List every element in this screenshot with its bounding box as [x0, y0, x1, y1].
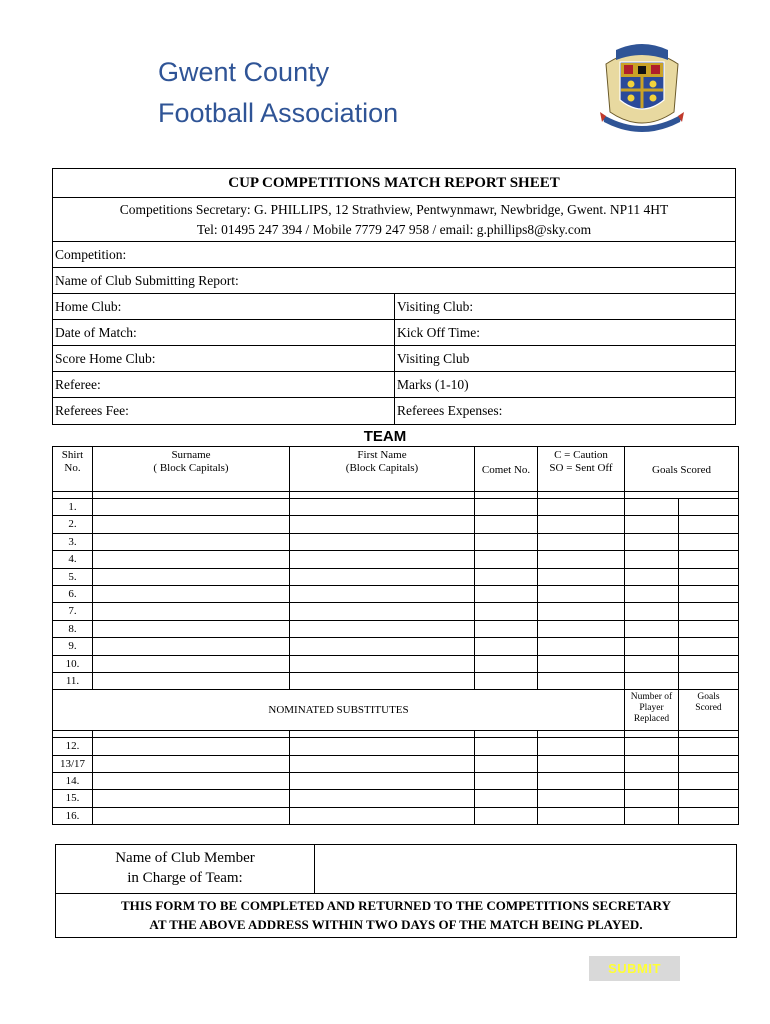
sub-goals-header: Goals Scored	[679, 690, 739, 731]
player-firstname-input[interactable]	[290, 499, 475, 516]
player-row	[53, 533, 739, 550]
player-surname-input[interactable]	[93, 672, 290, 689]
player-comet-input[interactable]	[475, 585, 538, 602]
substitute-row	[53, 790, 739, 807]
player-firstname-input[interactable]	[290, 585, 475, 602]
player-goals-input-b[interactable]	[679, 620, 739, 637]
org-title-line2: Football Association	[158, 98, 399, 128]
date-field[interactable]	[53, 320, 395, 345]
player-surname-input[interactable]	[93, 499, 290, 516]
player-surname-input[interactable]	[93, 568, 290, 585]
player-row	[53, 603, 739, 620]
substitute-comet-input[interactable]	[475, 738, 538, 755]
substitute-caution-input[interactable]	[538, 738, 625, 755]
player-surname-input[interactable]	[93, 551, 290, 568]
player-caution-input[interactable]	[538, 672, 625, 689]
player-number: 5.	[53, 568, 93, 585]
score-visiting-label: Visiting Club	[397, 351, 470, 366]
club-member-label: Name of Club Member in Charge of Team:	[56, 845, 315, 893]
player-number: 1.	[53, 499, 93, 516]
player-goals-input-b[interactable]	[679, 672, 739, 689]
player-caution-input[interactable]	[538, 603, 625, 620]
player-goals-input-a[interactable]	[625, 533, 679, 550]
player-surname-input[interactable]	[93, 585, 290, 602]
score-home-field[interactable]	[53, 346, 395, 371]
visiting-club-field[interactable]	[395, 294, 735, 319]
club-submitting-field[interactable]	[53, 268, 735, 294]
player-comet-input[interactable]	[475, 655, 538, 672]
player-number: 4.	[53, 551, 93, 568]
player-firstname-input[interactable]	[290, 516, 475, 533]
competition-label: Competition:	[55, 247, 127, 262]
player-firstname-input[interactable]	[290, 568, 475, 585]
return-instructions: THIS FORM TO BE COMPLETED AND RETURNED TO THE COMPETITIONS SECRETARY AT THE ABOVE ADDRESS WITHIN TWO DAYS OF THE MATCH BEING PLAYED.	[121, 898, 671, 932]
home-club-label: Home Club:	[55, 299, 122, 314]
substitute-firstname-input[interactable]	[290, 738, 475, 755]
player-number: 11.	[53, 672, 93, 689]
player-number: 9.	[53, 638, 93, 655]
footer-panel	[55, 844, 737, 938]
player-goals-input-a[interactable]	[625, 638, 679, 655]
substitute-goals-input-b[interactable]	[679, 807, 739, 824]
substitute-goals-input-b[interactable]	[679, 738, 739, 755]
player-row	[53, 655, 739, 672]
substitute-goals-input-b[interactable]	[679, 773, 739, 790]
player-goals-input-b[interactable]	[679, 638, 739, 655]
substitute-comet-input[interactable]	[475, 755, 538, 772]
player-goals-input-b[interactable]	[679, 568, 739, 585]
player-row	[53, 551, 739, 568]
player-surname-input[interactable]	[93, 603, 290, 620]
substitute-surname-input[interactable]	[93, 755, 290, 772]
substitute-goals-input-b[interactable]	[679, 790, 739, 807]
kickoff-field[interactable]	[395, 320, 735, 345]
player-caution-input[interactable]	[538, 638, 625, 655]
shirt-header: Shirt No.	[53, 447, 93, 492]
player-goals-input-a[interactable]	[625, 585, 679, 602]
player-comet-input[interactable]	[475, 551, 538, 568]
player-goals-input-a[interactable]	[625, 499, 679, 516]
player-goals-input-b[interactable]	[679, 585, 739, 602]
team-table	[52, 446, 739, 825]
player-row	[53, 620, 739, 637]
secretary-contact	[53, 198, 735, 242]
substitute-comet-input[interactable]	[475, 773, 538, 790]
marks-label: Marks (1-10)	[397, 377, 469, 392]
score-visiting-field[interactable]	[395, 346, 735, 371]
player-row	[53, 585, 739, 602]
substitute-caution-input[interactable]	[538, 790, 625, 807]
visiting-club-label: Visiting Club:	[397, 299, 474, 314]
player-goals-input-b[interactable]	[679, 603, 739, 620]
substitute-number: 12.	[53, 738, 93, 755]
substitute-firstname-input[interactable]	[290, 773, 475, 790]
player-goals-input-a[interactable]	[625, 655, 679, 672]
player-goals-input-b[interactable]	[679, 499, 739, 516]
substitute-goals-input-a[interactable]	[625, 738, 679, 755]
substitute-surname-input[interactable]	[93, 790, 290, 807]
org-title-line1: Gwent County	[158, 57, 330, 87]
surname-header: Surname ( Block Capitals)	[93, 447, 290, 492]
referee-fee-field[interactable]	[53, 398, 395, 424]
player-comet-input[interactable]	[475, 568, 538, 585]
player-goals-input-a[interactable]	[625, 603, 679, 620]
player-caution-input[interactable]	[538, 655, 625, 672]
substitutes-header-row	[53, 690, 739, 731]
player-firstname-input[interactable]	[290, 655, 475, 672]
player-firstname-input[interactable]	[290, 603, 475, 620]
player-comet-input[interactable]	[475, 638, 538, 655]
goals-header: Goals Scored	[625, 447, 739, 492]
player-comet-input[interactable]	[475, 672, 538, 689]
team-title: TEAM	[363, 428, 407, 445]
crest-logo-icon	[596, 42, 688, 138]
player-goals-input-b[interactable]	[679, 551, 739, 568]
organisation-title	[158, 52, 398, 134]
player-row	[53, 638, 739, 655]
home-club-field[interactable]	[53, 294, 395, 319]
substitute-row	[53, 755, 739, 772]
player-goals-input-a[interactable]	[625, 568, 679, 585]
player-surname-input[interactable]	[93, 620, 290, 637]
player-firstname-input[interactable]	[290, 672, 475, 689]
substitute-row	[53, 773, 739, 790]
player-number: 3.	[53, 533, 93, 550]
referee-expenses-field[interactable]	[395, 398, 735, 424]
substitute-goals-input-a[interactable]	[625, 790, 679, 807]
player-firstname-input[interactable]	[290, 551, 475, 568]
player-goals-input-a[interactable]	[625, 516, 679, 533]
substitute-number: 14.	[53, 773, 93, 790]
player-caution-input[interactable]	[538, 585, 625, 602]
player-comet-input[interactable]	[475, 516, 538, 533]
secretary-address: Competitions Secretary: G. PHILLIPS, 12 Strathview, Pentwynmawr, Newbridge, Gwent. NP11 4HT	[119, 202, 669, 217]
player-surname-input[interactable]	[93, 516, 290, 533]
substitute-firstname-input[interactable]	[290, 790, 475, 807]
substitute-goals-input-a[interactable]	[625, 773, 679, 790]
club-submitting-label: Name of Club Submitting Report:	[55, 273, 239, 288]
player-goals-input-b[interactable]	[679, 533, 739, 550]
player-firstname-input[interactable]	[290, 620, 475, 637]
player-goals-input-a[interactable]	[625, 620, 679, 637]
player-caution-input[interactable]	[538, 551, 625, 568]
player-goals-input-b[interactable]	[679, 516, 739, 533]
player-comet-input[interactable]	[475, 533, 538, 550]
player-caution-input[interactable]	[538, 499, 625, 516]
replaced-header: Number of Player Replaced	[625, 690, 679, 731]
substitute-caution-input[interactable]	[538, 755, 625, 772]
substitute-firstname-input[interactable]	[290, 755, 475, 772]
substitute-goals-input-a[interactable]	[625, 755, 679, 772]
player-row	[53, 672, 739, 689]
substitute-comet-input[interactable]	[475, 807, 538, 824]
player-comet-input[interactable]	[475, 499, 538, 516]
date-label: Date of Match:	[55, 325, 137, 340]
player-caution-input[interactable]	[538, 568, 625, 585]
substitute-number: 15.	[53, 790, 93, 807]
player-comet-input[interactable]	[475, 603, 538, 620]
substitute-surname-input[interactable]	[93, 807, 290, 824]
referee-fee-label: Referees Fee:	[55, 403, 129, 418]
player-surname-input[interactable]	[93, 655, 290, 672]
submit-button[interactable]: SUBMIT	[589, 956, 680, 981]
form-title: CUP COMPETITIONS MATCH REPORT SHEET	[53, 169, 735, 198]
substitute-firstname-input[interactable]	[290, 807, 475, 824]
player-goals-input-a[interactable]	[625, 672, 679, 689]
substitute-surname-input[interactable]	[93, 773, 290, 790]
player-comet-input[interactable]	[475, 620, 538, 637]
firstname-header: First Name (Block Capitals)	[290, 447, 475, 492]
player-number: 10.	[53, 655, 93, 672]
substitute-comet-input[interactable]	[475, 790, 538, 807]
player-caution-input[interactable]	[538, 533, 625, 550]
match-details-panel	[52, 168, 736, 425]
referee-field[interactable]	[53, 372, 395, 397]
referee-expenses-label: Referees Expenses:	[397, 403, 503, 418]
team-header-row	[53, 447, 739, 492]
player-number: 8.	[53, 620, 93, 637]
substitute-goals-input-b[interactable]	[679, 755, 739, 772]
player-number: 2.	[53, 516, 93, 533]
marks-field[interactable]	[395, 372, 735, 397]
player-number: 6.	[53, 585, 93, 602]
player-goals-input-b[interactable]	[679, 655, 739, 672]
player-surname-input[interactable]	[93, 533, 290, 550]
substitute-surname-input[interactable]	[93, 738, 290, 755]
substitute-row	[53, 807, 739, 824]
player-row	[53, 568, 739, 585]
player-goals-input-a[interactable]	[625, 551, 679, 568]
kickoff-label: Kick Off Time:	[397, 325, 481, 340]
substitute-number: 16.	[53, 807, 93, 824]
substitute-row	[53, 738, 739, 755]
substitute-number: 13/17	[53, 755, 93, 772]
player-row	[53, 516, 739, 533]
substitutes-title: NOMINATED SUBSTITUTES	[53, 690, 625, 731]
secretary-phone-email: Tel: 01495 247 394 / Mobile 7779 247 958 / email: g.phillips8@sky.com	[196, 222, 592, 237]
player-surname-input[interactable]	[93, 638, 290, 655]
score-home-label: Score Home Club:	[55, 351, 156, 366]
competition-field[interactable]	[53, 242, 735, 268]
substitute-caution-input[interactable]	[538, 807, 625, 824]
substitute-caution-input[interactable]	[538, 773, 625, 790]
player-number: 7.	[53, 603, 93, 620]
substitute-goals-input-a[interactable]	[625, 807, 679, 824]
player-firstname-input[interactable]	[290, 533, 475, 550]
player-firstname-input[interactable]	[290, 638, 475, 655]
referee-label: Referee:	[55, 377, 101, 392]
player-caution-input[interactable]	[538, 516, 625, 533]
caution-header: C = Caution SO = Sent Off	[538, 447, 625, 492]
comet-header: Comet No.	[475, 447, 538, 492]
player-row	[53, 499, 739, 516]
club-member-input[interactable]	[315, 845, 736, 893]
player-caution-input[interactable]	[538, 620, 625, 637]
